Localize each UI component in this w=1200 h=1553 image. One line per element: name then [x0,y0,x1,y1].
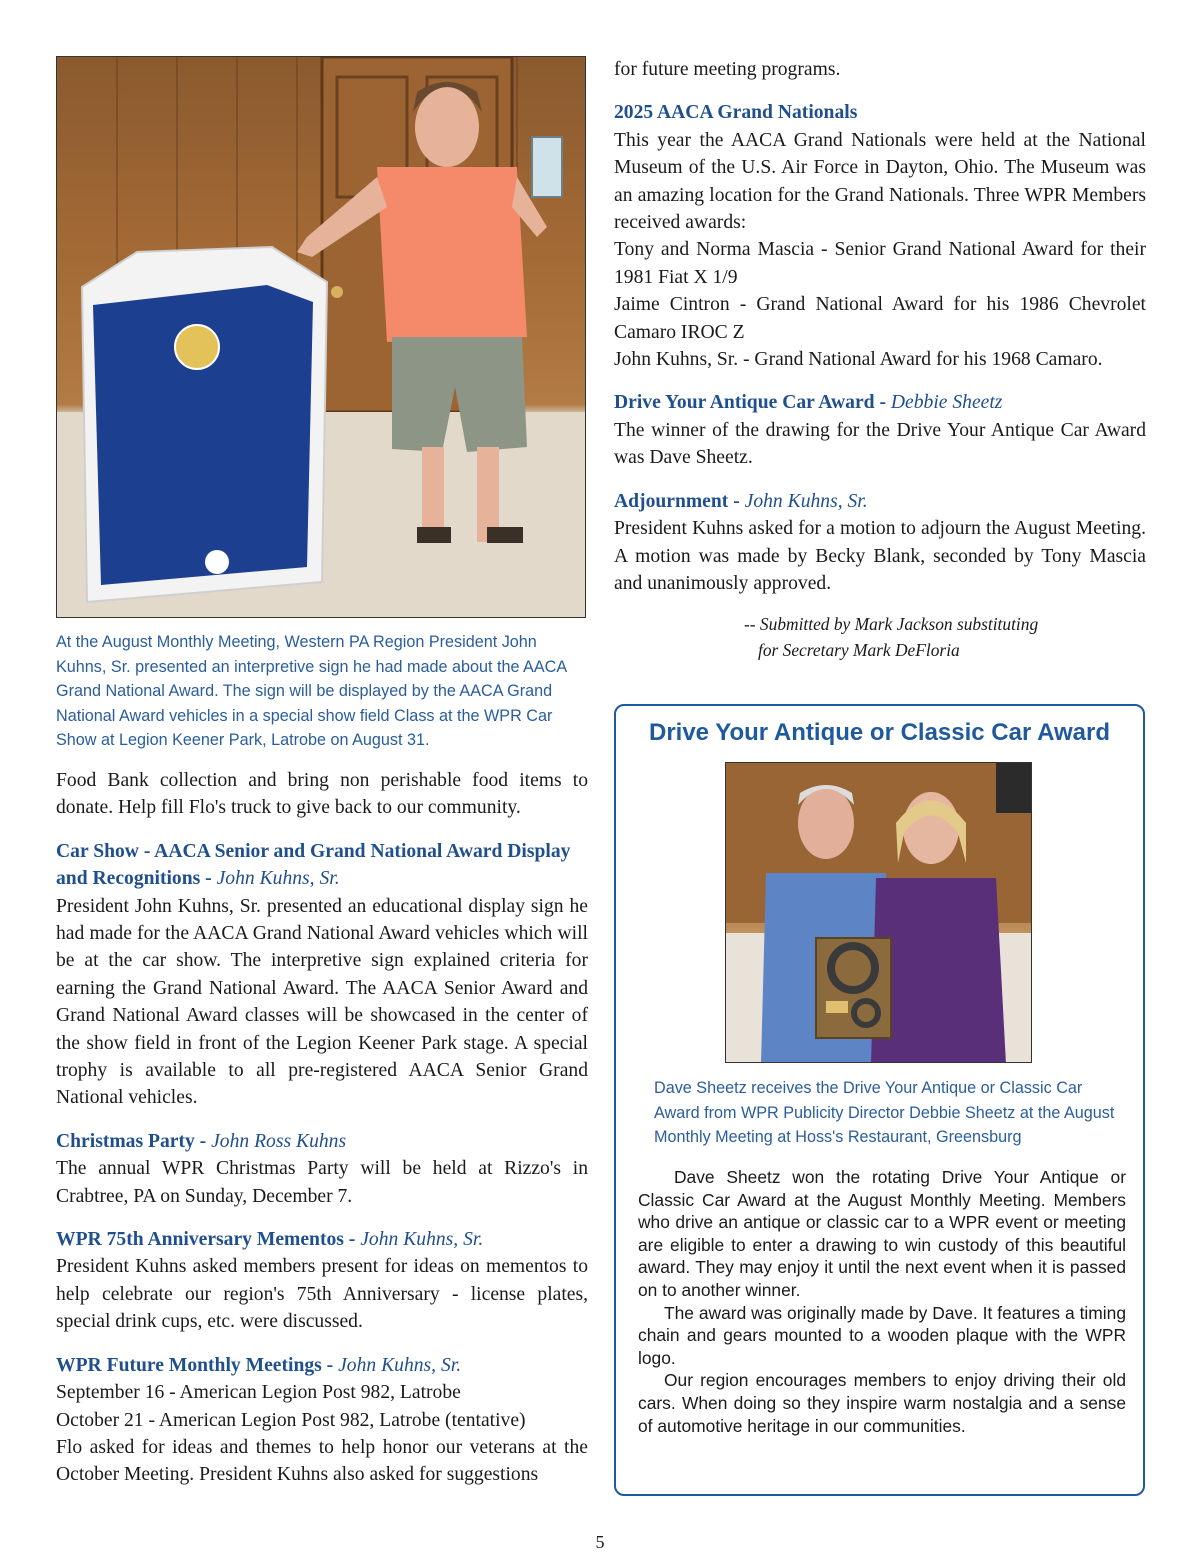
submitted-line-2: for Secretary Mark DeFloria [758,640,960,661]
right-column [614,56,1146,663]
submitted-by [614,611,1146,663]
mementos-section [56,1226,588,1336]
food-bank-text: Food Bank collection and bring non perishable food items to donate. Help fill Flo's truck to give back to our community. [56,769,588,819]
award-paragraph-1: Dave Sheetz won the rotating Drive Your Antique or Classic Car Award at the August Monthly Meeting. Members who drive an antique or classic car to a WPR event or meeting are eligible to enter a drawing to win custody of this beautiful award. They may enjoy it until the next event when it is passed on to another winner. [638,1167,1126,1300]
future-meeting-september: September 16 - American Legion Post 982, Latrobe [56,1382,461,1404]
award-paragraph-3: Our region encourages members to enjoy driving their old cars. When doing so they inspire warm nostalgia and a sense of automotive heritage in our communities. [638,1370,1126,1436]
future-meeting-october: October 21 - American Legion Post 982, Latrobe (tentative) [56,1409,526,1431]
grand-nationals-body: This year the AACA Grand Nationals were held at the National Museum of the U.S. Air Force in Dayton, Ohio. The Museum was an amazing location for the Grand Nationals. Three WPR Members received awards: [614,129,1146,234]
mementos-author: John Kuhns, Sr. [360,1229,484,1251]
grand-nationals-award-3: John Kuhns, Sr. - Grand National Award for his 1968 Camaro. [614,349,1103,371]
drive-award-heading: Drive Your Antique Car Award - Debbie Sheetz [614,392,1003,414]
adjournment-heading: Adjournment - John Kuhns, Sr. [614,490,868,512]
award-photo [725,762,1032,1063]
grand-nationals-award-2: Jaime Cintron - Grand National Award for his 1986 Chevrolet Camaro IROC Z [614,294,1146,343]
award-paragraph-2: The award was originally made by Dave. It features a timing chain and gears mounted to a wooden plaque with the WPR logo. [638,1302,1126,1368]
christmas-body: The annual WPR Christmas Party will be held at Rizzo's in Crabtree, PA on Sunday, December 7. [56,1158,588,1207]
future-meetings-heading: WPR Future Monthly Meetings - John Kuhns, Sr. [56,1354,462,1376]
drive-award-section [614,389,1146,471]
page-number: 5 [595,1532,605,1552]
car-show-author: John Kuhns, Sr. [216,868,340,890]
adjournment-body: President Kuhns asked for a motion to adjourn the August Meeting. A motion was made by Becky Blank, seconded by Tony Mascia and unanimously approved. [614,518,1146,594]
continued-text: for future meeting programs. [614,59,841,80]
mementos-body: President Kuhns asked members present for ideas on mementos to help celebrate our region's 75th Anniversary - license plates, special drink cups, etc. were discussed. [56,1256,588,1333]
christmas-author: John Ross Kuhns [211,1130,347,1152]
adjournment-section [614,488,1146,598]
adjournment-author: John Kuhns, Sr. [744,490,868,512]
meeting-photo [56,56,586,618]
photo-illustration [57,57,586,618]
future-meetings-body: Flo asked for ideas and themes to help honor our veterans at the October Meeting. President Kuhns also asked for suggestions [56,1436,588,1486]
christmas-heading: Christmas Party - John Ross Kuhns [56,1130,347,1152]
car-show-section [56,838,588,1112]
future-meetings-section [56,1352,588,1489]
grand-nationals-section [614,99,1146,373]
drive-award-author: Debbie Sheetz [890,392,1003,414]
submitted-line-1: -- Submitted by Mark Jackson substituting [744,614,1039,635]
award-body [638,1166,1126,1437]
award-photo-caption: Dave Sheetz receives the Drive Your Antique or Classic Car Award from WPR Publicity Director Debbie Sheetz at the August Monthly Meeting at Hoss's Restaurant, Greensburg [654,1079,1115,1147]
award-box [614,704,1145,1496]
meeting-photo-caption: At the August Monthly Meeting, Western PA Region President John Kuhns, Sr. presented an interpretive sign he had made about the AACA Grand National Award. The sign will be displayed by the AACA Grand National Award vehicles in a special show field Class at the WPR Car Show at Legion Keener Park, Latrobe on August 31. [56,633,567,750]
christmas-section [56,1128,588,1210]
drive-award-body: The winner of the drawing for the Drive Your Antique Car Award was Dave Sheetz. [614,419,1146,469]
grand-nationals-heading: 2025 AACA Grand Nationals [614,102,858,124]
grand-nationals-award-1: Tony and Norma Mascia - Senior Grand National Award for their 1981 Fiat X 1/9 [614,239,1146,288]
award-photo-illustration [726,763,1032,1063]
car-show-body: President John Kuhns, Sr. presented an educational display sign he had made for the AACA Grand National Award vehicles which will be at the car show. The interpretive sign explained criteria for earning the Grand National Award. The AACA Senior Award and Grand National Award classes will be showcased in the center of the show field in front of the Legion Keener Park stage. A special trophy is available to all pre-registered AACA Senior Grand National vehicles. [56,895,588,1109]
future-meetings-author: John Kuhns, Sr. [338,1354,462,1376]
left-column [56,56,588,1489]
mementos-heading: WPR 75th Anniversary Mementos - John Kuhns, Sr. [56,1229,484,1251]
award-box-title: Drive Your Antique or Classic Car Award [648,719,1111,746]
car-show-heading: Car Show - AACA Senior and Grand National Award Display and Recognitions - John Kuhns, Sr. [56,840,571,890]
